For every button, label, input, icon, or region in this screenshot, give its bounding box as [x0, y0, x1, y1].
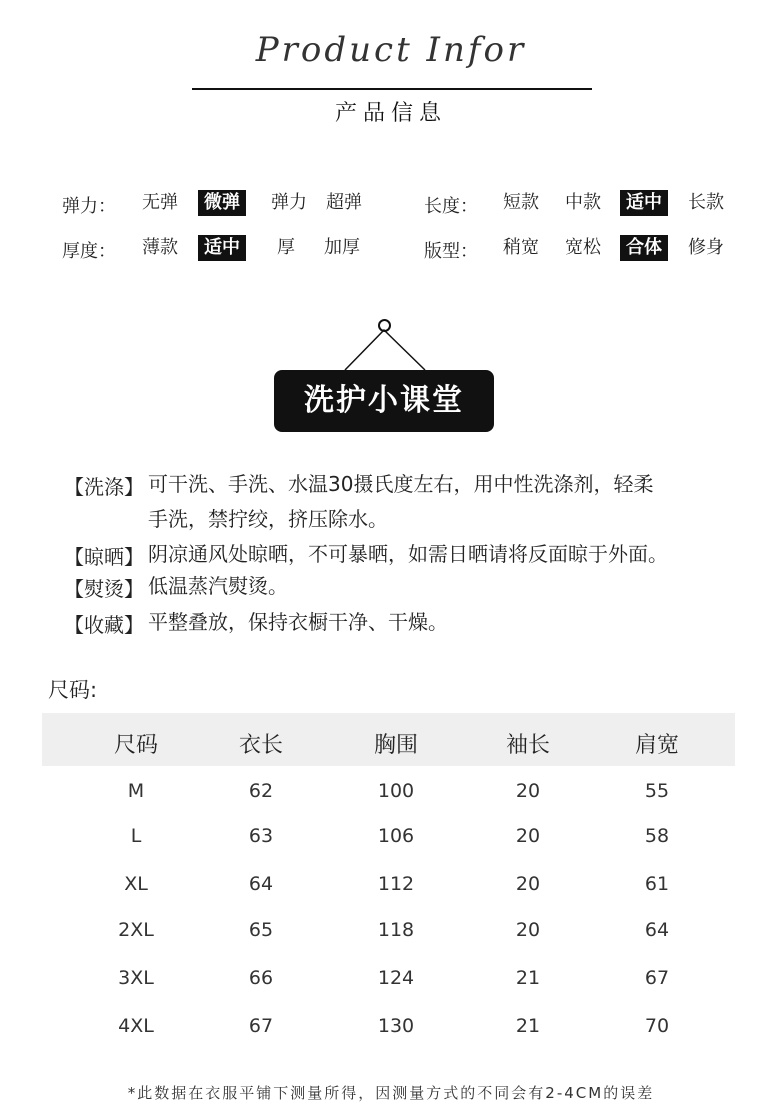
table-cell: 66: [248, 967, 274, 989]
table-cell: 70: [644, 1015, 670, 1037]
measurement-footnote: *此数据在衣服平铺下测量所得，因测量方式的不同会有2-4CM的误差: [127, 1084, 655, 1102]
table-cell: M: [127, 780, 145, 802]
care-text-iron: 低温蒸汽熨烫。: [148, 574, 288, 598]
table-cell: 20: [515, 873, 541, 895]
table-cell: 64: [644, 919, 670, 941]
size-section-label: 尺码:: [48, 678, 98, 702]
table-header-size: 尺码: [113, 733, 158, 758]
table-cell: L: [130, 825, 142, 847]
table-cell: 62: [248, 780, 274, 802]
table-header-length: 衣长: [238, 733, 283, 758]
table-header-chest: 胸围: [373, 733, 418, 758]
spec-option-length-medium: 中款: [565, 192, 601, 213]
care-tag-iron: 【熨烫】: [64, 577, 144, 601]
table-cell: 61: [644, 873, 670, 895]
table-cell: XL: [124, 873, 148, 895]
table-cell: 67: [644, 967, 670, 989]
spec-option-elasticity-elastic: 弹力: [271, 192, 307, 213]
table-cell: 55: [644, 780, 670, 802]
spec-label-length: 长度：: [424, 196, 478, 217]
care-text-dry: 阴凉通风处晾晒，不可暴晒，如需日晒请将反面晾于外面。: [148, 542, 668, 566]
care-text-wash-1: 可干洗、手洗、水温30摄氏度左右，用中性洗涤剂，轻柔: [148, 472, 654, 496]
table-cell: 2XL: [118, 919, 154, 941]
table-cell: 20: [515, 780, 541, 802]
page-subtitle: 产品信息: [334, 101, 447, 126]
table-cell: 65: [248, 919, 274, 941]
table-cell: 58: [644, 825, 670, 847]
spec-option-fit-slim: 修身: [688, 237, 724, 258]
spec-option-thickness-thick: 厚: [277, 237, 295, 258]
title-divider: [192, 88, 592, 90]
table-cell: 112: [377, 873, 415, 895]
script-title: Product Infor: [255, 30, 527, 70]
table-cell: 124: [377, 967, 415, 989]
care-tag-dry: 【晾晒】: [64, 545, 144, 569]
spec-option-fit-loose-slight: 稍宽: [503, 237, 539, 258]
spec-option-thickness-extra-thick: 加厚: [324, 237, 360, 258]
table-header-shoulder: 肩宽: [634, 733, 679, 758]
spec-option-length-long: 长款: [688, 192, 724, 213]
spec-option-thickness-thin: 薄款: [142, 237, 178, 258]
table-header-sleeve: 袖长: [505, 733, 550, 758]
care-tag-wash: 【洗涤】: [64, 475, 144, 499]
care-text-store: 平整叠放，保持衣橱干净、干燥。: [148, 610, 448, 634]
table-cell: 21: [515, 967, 541, 989]
spec-option-fit-loose: 宽松: [565, 237, 601, 258]
spec-label-thickness: 厚度：: [62, 241, 116, 262]
table-cell: 21: [515, 1015, 541, 1037]
table-cell: 20: [515, 825, 541, 847]
hanger-string-icon: [340, 328, 430, 372]
table-cell: 100: [377, 780, 415, 802]
care-text-wash-2: 手洗，禁拧绞，挤压除水。: [148, 507, 388, 531]
spec-option-length-regular-selected: 适中: [620, 190, 668, 216]
table-cell: 4XL: [118, 1015, 154, 1037]
spec-option-thickness-regular-selected: 适中: [198, 235, 246, 261]
table-cell: 3XL: [118, 967, 154, 989]
spec-option-elasticity-super: 超弹: [326, 192, 362, 213]
table-cell: 64: [248, 873, 274, 895]
table-cell: 106: [377, 825, 415, 847]
spec-option-fit-regular-selected: 合体: [620, 235, 668, 261]
care-section-title: 洗护小课堂: [274, 370, 494, 432]
spec-label-elasticity: 弹力：: [62, 196, 116, 217]
spec-option-elasticity-none: 无弹: [142, 192, 178, 213]
table-cell: 63: [248, 825, 274, 847]
table-cell: 67: [248, 1015, 274, 1037]
table-cell: 118: [377, 919, 415, 941]
spec-option-elasticity-slight-selected: 微弹: [198, 190, 246, 216]
spec-label-fit: 版型：: [424, 241, 478, 262]
spec-option-length-short: 短款: [503, 192, 539, 213]
care-tag-store: 【收藏】: [64, 613, 144, 637]
table-cell: 130: [377, 1015, 415, 1037]
table-cell: 20: [515, 919, 541, 941]
